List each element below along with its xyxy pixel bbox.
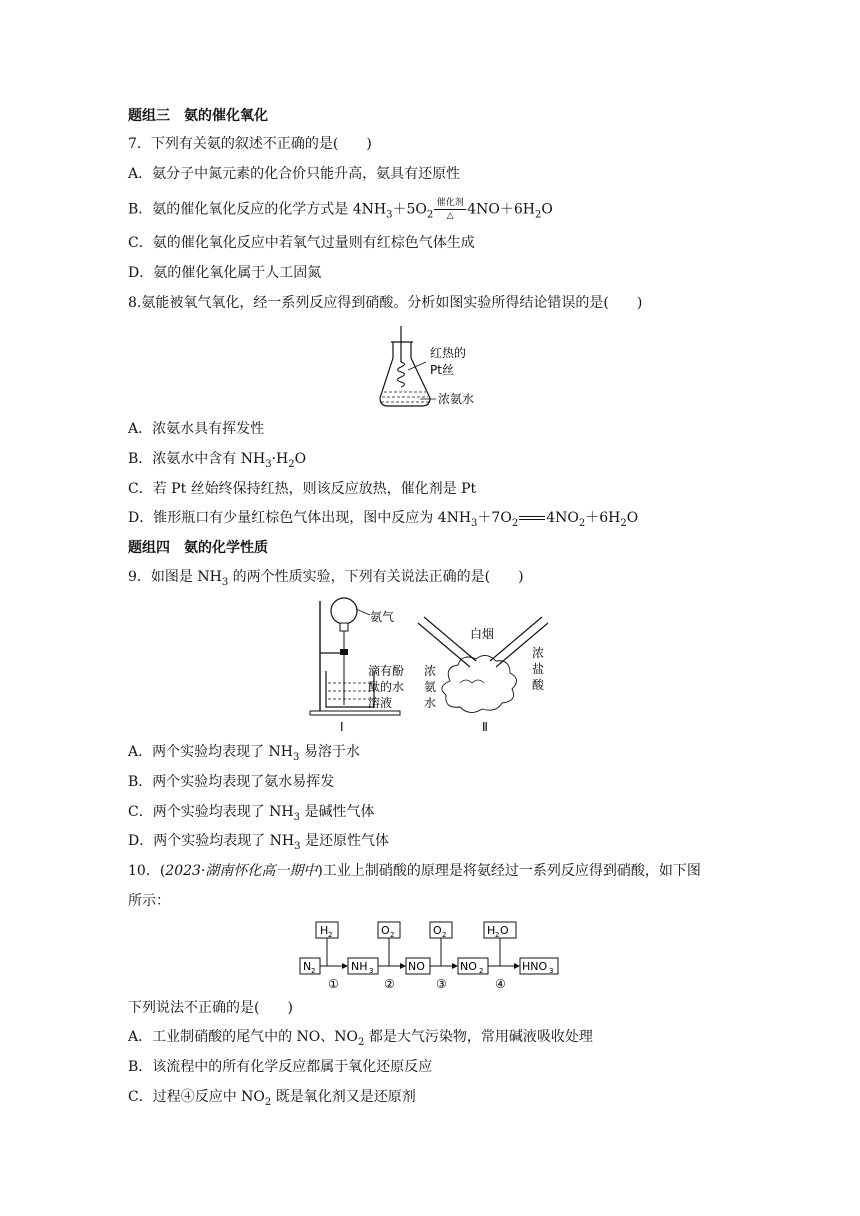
reaction-condition: 催化剂 △ <box>434 198 466 221</box>
svg-text:2: 2 <box>495 931 500 939</box>
step-4: ④ <box>495 977 506 990</box>
label-fig-ii: Ⅱ <box>482 720 488 734</box>
svg-text:2: 2 <box>442 931 447 939</box>
q10-option-a: A．工业制硝酸的尾气中的 NO、$NO_2$ 都是大气污染物，常用碱液吸收处理 <box>128 1029 593 1048</box>
label-fig-i: Ⅰ <box>340 720 344 734</box>
q9-option-c: C．两个实验均表现了 $NH_3$ 是碱性气体 <box>128 804 375 823</box>
q8-stem: 8.氨能被氧气氧化，经一系列反应得到硝酸。分析如图实验所得结论错误的是( ) <box>128 295 643 311</box>
label-right-1: 浓 <box>532 646 545 660</box>
q7-stem: 7．下列有关氨的叙述不正确的是( ) <box>128 136 372 152</box>
label-right-3: 酸 <box>532 678 545 692</box>
group4-title: 题组四 氨的化学性质 <box>128 540 268 556</box>
q8-option-b: B．浓氨水中含有 $NH_3\cdot H_2O$ <box>128 451 307 470</box>
svg-text:3: 3 <box>369 967 374 975</box>
q10-ask: 下列说法不正确的是( ) <box>128 1000 293 1016</box>
group3-title: 题组三 氨的催化氧化 <box>128 108 268 124</box>
q7-option-b: B．氨的催化氧化反应的化学方式是 $4NH_3+5O_2$催化剂 △ $4NO+6H_2O$ <box>128 198 553 221</box>
q9-option-d: D．两个实验均表现了 $NH_3$ 是还原性气体 <box>128 833 389 852</box>
label-left-1: 浓 <box>424 664 437 678</box>
box-no2: NO <box>460 960 477 973</box>
box-nh3: NH <box>351 960 368 973</box>
q9-stem: 9．如图是 $NH_3$ 的两个性质实验，下列有关说法正确的是( ) <box>128 569 524 588</box>
label-phenolphthalein-1: 滴有酚 <box>368 664 405 678</box>
svg-text:2: 2 <box>390 931 395 939</box>
q8-option-d: D．锥形瓶口有少量红棕色气体出现，图中反应为 $4NH_3+7O_2$ $4NO_2+6H_2O$ <box>128 510 639 529</box>
box-no: NO <box>408 960 425 973</box>
box-o2-b: O <box>433 924 442 937</box>
label-white-smoke: 白烟 <box>470 627 495 641</box>
step-2: ② <box>384 977 395 990</box>
q9-option-a: A．两个实验均表现了 $NH_3$ 易溶于水 <box>128 744 360 763</box>
q10-option-c: C．过程④反应中 $NO_2$ 既是氧化剂又是还原剂 <box>128 1089 416 1108</box>
svg-text:2: 2 <box>479 967 484 975</box>
label-left-2: 氨 <box>424 680 437 694</box>
q8-option-c: C．若 Pt 丝始终保持红热，则该反应放热，催化剂是 Pt <box>128 481 477 497</box>
label-phenolphthalein-2: 酞的水 <box>368 680 405 694</box>
box-h2o: H <box>487 924 496 937</box>
svg-text:O: O <box>500 924 509 937</box>
svg-text:3: 3 <box>549 967 554 975</box>
box-o2-a: O <box>381 924 390 937</box>
label-phenolphthalein-3: 溶液 <box>368 696 393 710</box>
box-h2: H <box>320 924 329 937</box>
q9-option-b: B．两个实验均表现了氨水易挥发 <box>128 774 335 790</box>
q7-option-d: D．氨的催化氧化属于人工固氮 <box>128 265 322 281</box>
step-1: ① <box>328 977 339 990</box>
label-red-hot: 红热的 <box>430 346 467 360</box>
q7-option-c: C．氨的催化氧化反应中若氧气过量则有红棕色气体生成 <box>128 235 475 251</box>
box-n2: N <box>303 960 312 973</box>
label-right-2: 盐 <box>532 662 545 676</box>
box-hno3: HNO <box>522 960 548 973</box>
label-conc-ammonia: 浓氨水 <box>438 392 475 406</box>
q9-figures <box>300 593 560 735</box>
q10-stem: 10．(2023·湖南怀化高一期中)工业上制硝酸的原理是将氨经过一系列反应得到硝酸，如下图 <box>128 863 701 879</box>
q10-flow-diagram <box>296 918 566 990</box>
label-ammonia-gas: 氨气 <box>370 610 395 624</box>
label-pt-wire: Pt丝 <box>430 363 454 377</box>
q8-option-a: A．浓氨水具有挥发性 <box>128 421 265 437</box>
label-left-3: 水 <box>424 696 437 710</box>
q10-stem-2: 所示： <box>128 893 170 909</box>
svg-text:2: 2 <box>328 931 333 939</box>
q8-flask-figure <box>370 322 510 414</box>
q10-option-b: B．该流程中的所有化学反应都属于氧化还原反应 <box>128 1059 433 1075</box>
q7-option-a: A．氨分子中氮元素的化合价只能升高，氨具有还原性 <box>128 166 461 182</box>
svg-text:2: 2 <box>311 967 316 975</box>
step-3: ③ <box>436 977 447 990</box>
